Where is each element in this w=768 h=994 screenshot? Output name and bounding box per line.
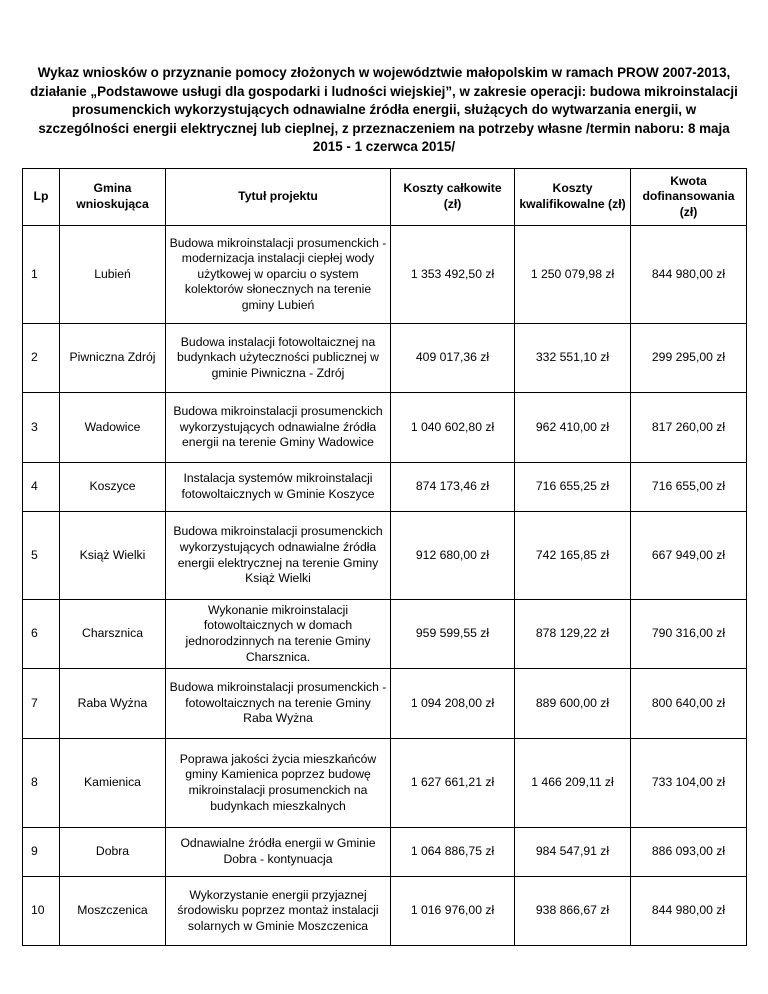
- cell-gmina: Dobra: [60, 828, 166, 877]
- header-row: [23, 169, 747, 226]
- cell-tytul: Wykonanie mikroinstalacji fotowoltaicznych w domach jednorodzinnych na terenie Gminy Charsznica.: [166, 600, 391, 669]
- cell-koszty-calkowite: 1 064 886,75 zł: [391, 828, 515, 877]
- cell-tytul: Poprawa jakości życia mieszkańców gminy Kamienica poprzez budowę mikroinstalacji prosumenckich na budynkach mieszkalnych: [166, 739, 391, 828]
- cell-tytul: Wykorzystanie energii przyjaznej środowisku poprzez montaż instalacji solarnych w Gminie Moszczenica: [166, 877, 391, 946]
- cell-koszty-calkowite: 409 017,36 zł: [391, 324, 515, 393]
- table-row: [23, 828, 747, 877]
- cell-tytul: Instalacja systemów mikroinstalacji fotowoltaicznych w Gminie Koszyce: [166, 463, 391, 512]
- cell-tytul: Budowa mikroinstalacji prosumenckich wykorzystujących odnawialne źródła energii na terenie Gminy Wadowice: [166, 393, 391, 463]
- cell-koszty-kwalifikowalne: 962 410,00 zł: [515, 393, 631, 463]
- cell-koszty-calkowite: 874 173,46 zł: [391, 463, 515, 512]
- cell-lp: 1: [23, 226, 60, 324]
- cell-gmina: Kamienica: [60, 739, 166, 828]
- header-gmina: Gmina wnioskująca: [60, 169, 166, 226]
- cell-lp: 6: [23, 600, 60, 669]
- cell-koszty-kwalifikowalne: 984 547,91 zł: [515, 828, 631, 877]
- cell-koszty-kwalifikowalne: 878 129,22 zł: [515, 600, 631, 669]
- cell-kwota: 844 980,00 zł: [631, 226, 747, 324]
- cell-gmina: Koszyce: [60, 463, 166, 512]
- cell-tytul: Odnawialne źródła energii w Gminie Dobra - kontynuacja: [166, 828, 391, 877]
- cell-koszty-kwalifikowalne: 716 655,25 zł: [515, 463, 631, 512]
- cell-lp: 7: [23, 669, 60, 739]
- cell-kwota: 886 093,00 zł: [631, 828, 747, 877]
- table-row: [23, 600, 747, 669]
- table-row: [23, 393, 747, 463]
- cell-gmina: Lubień: [60, 226, 166, 324]
- cell-koszty-kwalifikowalne: 742 165,85 zł: [515, 512, 631, 600]
- table-row: [23, 463, 747, 512]
- cell-lp: 2: [23, 324, 60, 393]
- table-row: [23, 324, 747, 393]
- cell-gmina: Wadowice: [60, 393, 166, 463]
- cell-kwota: 667 949,00 zł: [631, 512, 747, 600]
- cell-tytul: Budowa instalacji fotowoltaicznej na budynkach użyteczności publicznej w gminie Piwniczna - Zdrój: [166, 324, 391, 393]
- cell-kwota: 733 104,00 zł: [631, 739, 747, 828]
- table-row: [23, 877, 747, 946]
- cell-gmina: Piwniczna Zdrój: [60, 324, 166, 393]
- cell-gmina: Charsznica: [60, 600, 166, 669]
- table-row: [23, 512, 747, 600]
- cell-kwota: 817 260,00 zł: [631, 393, 747, 463]
- applications-table: [22, 168, 747, 946]
- document-title: Wykaz wniosków o przyznanie pomocy złożonych w województwie małopolskim w ramach PROW 2007-2013, działanie „Podstawowe usługi dla gospodarki i ludności wiejskiej”, w zakresie operacji: budowa mikroinstalacji prosumenckich wykorzystujących odnawialne źródła energii, służących do wytwarzania energii, w szczególności energii elektrycznej lub cieplnej, z przeznaczeniem na potrzeby własne /termin naboru: 8 maja 2015 - 1 czerwca 2015/: [30, 65, 738, 154]
- cell-koszty-calkowite: 1 353 492,50 zł: [391, 226, 515, 324]
- header-kwota: Kwota dofinansowania (zł): [631, 169, 747, 226]
- table-row: [23, 669, 747, 739]
- cell-koszty-kwalifikowalne: 938 866,67 zł: [515, 877, 631, 946]
- cell-kwota: 716 655,00 zł: [631, 463, 747, 512]
- cell-lp: 5: [23, 512, 60, 600]
- cell-koszty-kwalifikowalne: 1 250 079,98 zł: [515, 226, 631, 324]
- cell-lp: 10: [23, 877, 60, 946]
- cell-gmina: Książ Wielki: [60, 512, 166, 600]
- header-lp: Lp: [23, 169, 60, 226]
- cell-koszty-calkowite: 959 599,55 zł: [391, 600, 515, 669]
- cell-gmina: Moszczenica: [60, 877, 166, 946]
- cell-tytul: Budowa mikroinstalacji prosumenckich -modernizacja instalacji ciepłej wody użytkowej w oparciu o system kolektorów słonecznych na terenie gminy Lubień: [166, 226, 391, 324]
- header-koszty-kwalifikowalne: Koszty kwalifikowalne (zł): [515, 169, 631, 226]
- cell-lp: 4: [23, 463, 60, 512]
- cell-koszty-calkowite: 1 040 602,80 zł: [391, 393, 515, 463]
- table-row: [23, 739, 747, 828]
- cell-koszty-kwalifikowalne: 1 466 209,11 zł: [515, 739, 631, 828]
- header-tytul: Tytuł projektu: [166, 169, 391, 226]
- cell-lp: 3: [23, 393, 60, 463]
- cell-tytul: Budowa mikroinstalacji prosumenckich wykorzystujących odnawialne źródła energii elektrycznej na terenie Gminy Książ Wielki: [166, 512, 391, 600]
- cell-koszty-calkowite: 1 016 976,00 zł: [391, 877, 515, 946]
- cell-kwota: 800 640,00 zł: [631, 669, 747, 739]
- cell-kwota: 790 316,00 zł: [631, 600, 747, 669]
- cell-lp: 9: [23, 828, 60, 877]
- cell-gmina: Raba Wyżna: [60, 669, 166, 739]
- cell-lp: 8: [23, 739, 60, 828]
- cell-kwota: 299 295,00 zł: [631, 324, 747, 393]
- cell-koszty-calkowite: 912 680,00 zł: [391, 512, 515, 600]
- cell-koszty-calkowite: 1 627 661,21 zł: [391, 739, 515, 828]
- cell-kwota: 844 980,00 zł: [631, 877, 747, 946]
- cell-koszty-kwalifikowalne: 332 551,10 zł: [515, 324, 631, 393]
- header-koszty-calkowite: Koszty całkowite (zł): [391, 169, 515, 226]
- table-row: [23, 226, 747, 324]
- cell-koszty-kwalifikowalne: 889 600,00 zł: [515, 669, 631, 739]
- cell-koszty-calkowite: 1 094 208,00 zł: [391, 669, 515, 739]
- cell-tytul: Budowa mikroinstalacji prosumenckich - fotowoltaicznych na terenie Gminy Raba Wyżna: [166, 669, 391, 739]
